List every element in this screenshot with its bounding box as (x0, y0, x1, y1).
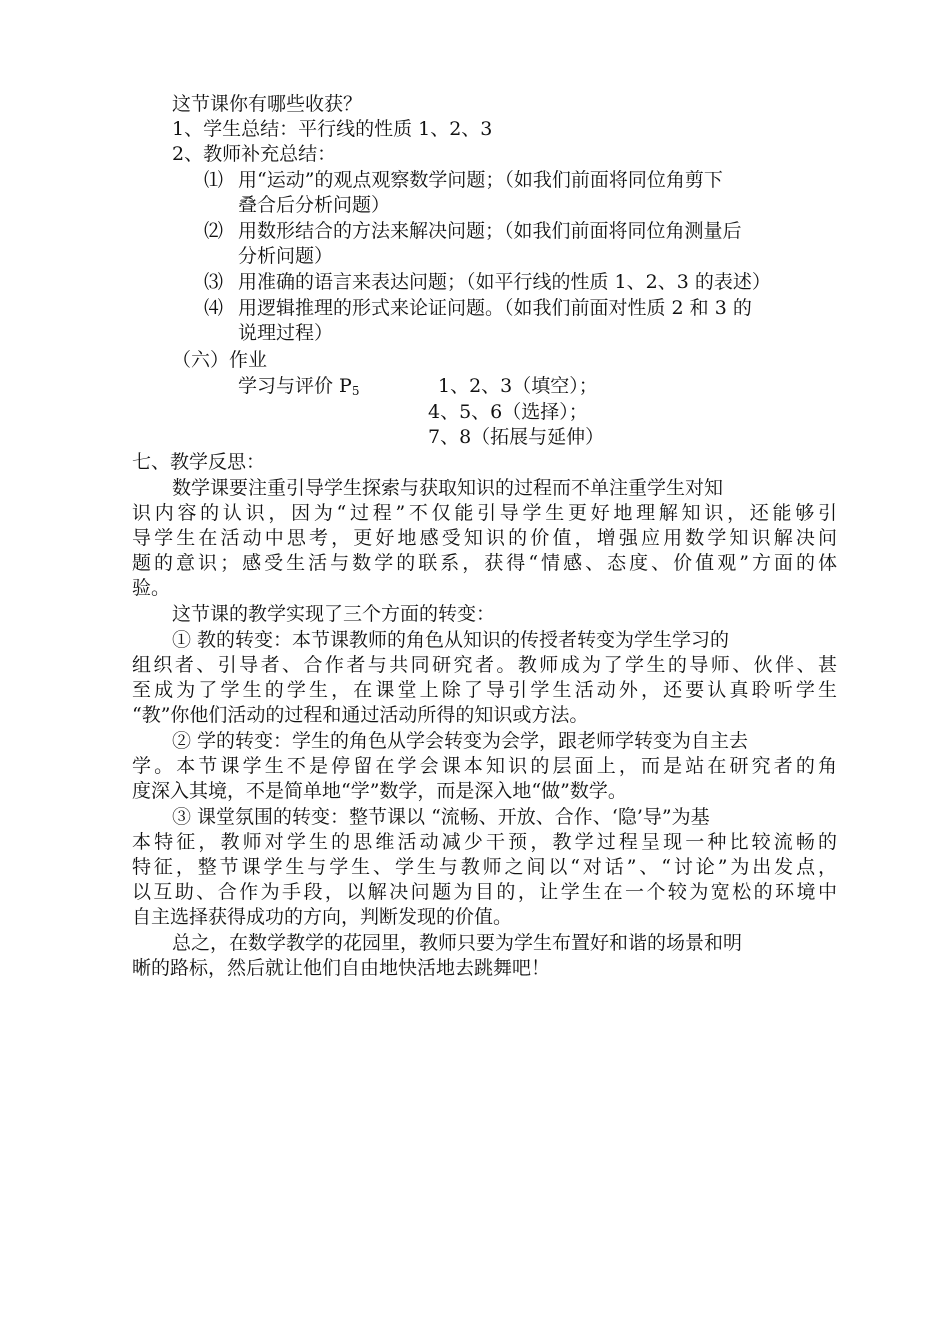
point-number: ⑴ (204, 169, 224, 191)
homework-book-label: 学习与评价 P (238, 375, 352, 397)
homework-book-page: 5 (351, 384, 360, 398)
paragraph-4-line: 度深入其境，不是简单地“学”数学，而是深入地“做”数学。 (132, 780, 627, 802)
summary-point-3 (204, 270, 771, 294)
paragraph-3-line: 组织者、引导者、合作者与共同研究者。教师成为了学生的导师、伙伴、甚 (132, 654, 837, 676)
point-text: 用准确的语言来表达问题；（如平行线的性质 1、2、3 的表述） (238, 271, 771, 293)
paragraph-5-line: ③ 课堂氛围的转变：整节课以 “流畅、开放、合作、‘隐’导”为基 (172, 806, 710, 828)
paragraph-5-line: 自主选择获得成功的方向，判断发现的价值。 (132, 906, 513, 928)
paragraph-6-line: 总之，在数学教学的花园里，教师只要为学生布置好和谐的场景和明 (172, 932, 743, 954)
paragraph-6-line: 晰的路标，然后就让他们自由地快活地去跳舞吧！ (132, 957, 551, 979)
homework-book (238, 374, 359, 403)
point-number: ⑷ (204, 297, 224, 319)
homework-line-2: 4、5、6（选择）； (428, 401, 588, 423)
homework-line-3: 7、8（拓展与延伸） (428, 426, 605, 448)
point-number: ⑶ (204, 271, 224, 293)
point-text: 用数形结合的方法来解决问题；（如我们前面将同位角测量后 (238, 220, 742, 242)
summary-item-1: 1、学生总结：平行线的性质 1、2、3 (172, 118, 493, 140)
summary-question: 这节课你有哪些收获？ (172, 93, 363, 115)
summary-point-4 (204, 296, 752, 320)
paragraph-3-line: 至成为了学生的学生，在课堂上除了导引学生活动外，还要认真聆听学生 (132, 679, 837, 701)
paragraph-1-line: 题的意识；感受生活与数学的联系，获得“情感、态度、价值观”方面的体 (132, 552, 837, 574)
summary-point-1-cont: 叠合后分析问题） (238, 194, 391, 216)
summary-point-2-cont: 分析问题） (238, 245, 334, 267)
paragraph-1-line: 导学生在活动中思考，更好地感受知识的价值，增强应用数学知识解决问 (132, 527, 837, 549)
point-text: 用“运动”的观点观察数学问题；（如我们前面将同位角剪下 (238, 169, 723, 191)
homework-heading: （六）作业 (172, 349, 268, 371)
reflection-heading: 七、教学反思： (132, 451, 266, 473)
paragraph-1-line: 数学课要注重引导学生探索与获取知识的过程而不单注重学生对知 (172, 477, 724, 499)
paragraph-5-line: 本特征，教师对学生的思维活动减少干预，教学过程呈现一种比较流畅的 (132, 831, 837, 853)
paragraph-3-line: “教”你他们活动的过程和通过活动所得的知识或方法。 (132, 704, 589, 726)
homework-line-1: 1、2、3（填空）； (438, 375, 598, 397)
paragraph-1-line: 识内容的认识，因为“过程”不仅能引导学生更好地理解知识，还能够引 (132, 502, 837, 524)
paragraph-4-line: ② 学的转变：学生的角色从学会转变为会学，跟老师学转变为自主去 (172, 730, 749, 752)
paragraph-5-line: 以互助、合作为手段，以解决问题为目的，让学生在一个较为宽松的环境中 (132, 881, 837, 903)
summary-item-2: 2、教师补充总结： (172, 143, 337, 165)
paragraph-5-line: 特征，整节课学生与学生、学生与教师之间以“对话”、“讨论”为出发点， (132, 856, 837, 878)
summary-point-2 (204, 219, 742, 243)
point-text: 用逻辑推理的形式来论证问题。（如我们前面对性质 2 和 3 的 (238, 297, 752, 319)
summary-point-1 (204, 168, 723, 192)
paragraph-2: 这节课的教学实现了三个方面的转变： (172, 603, 496, 625)
paragraph-1-line: 验。 (132, 577, 171, 599)
paragraph-4-line: 学。本节课学生不是停留在学会课本知识的层面上，而是站在研究者的角 (132, 755, 837, 777)
point-number: ⑵ (204, 220, 224, 242)
paragraph-3-line: ① 教的转变：本节课教师的角色从知识的传授者转变为学生学习的 (172, 629, 730, 651)
summary-point-4-cont: 说理过程） (238, 322, 334, 344)
